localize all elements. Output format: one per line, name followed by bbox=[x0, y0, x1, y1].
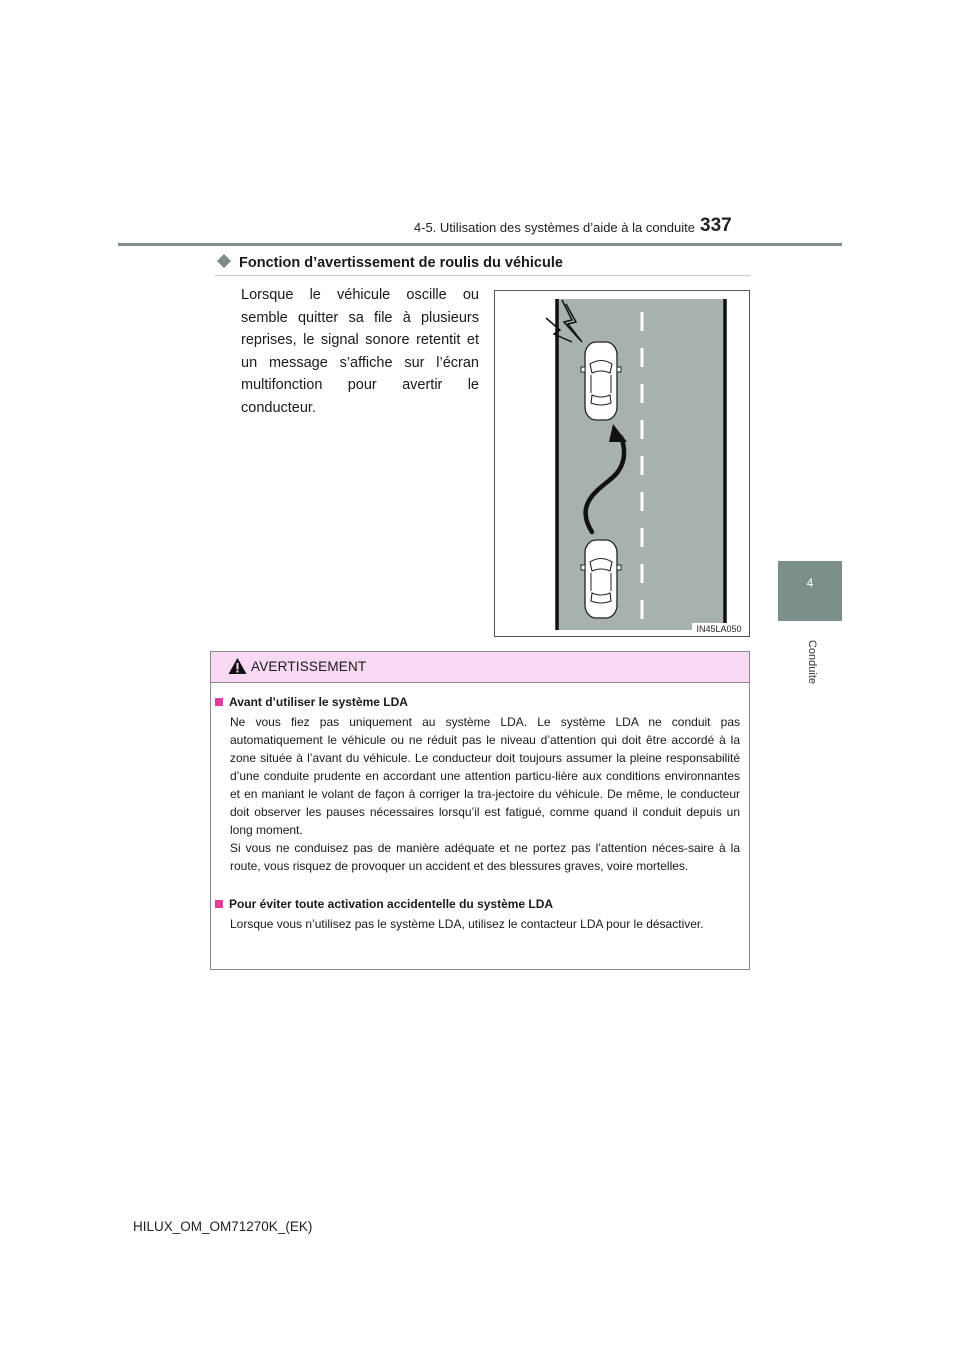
warning-item-heading-text: Avant d’utiliser le système LDA bbox=[229, 695, 408, 709]
chapter-tab bbox=[778, 561, 842, 621]
road-surface bbox=[556, 299, 724, 630]
page-number: 337 bbox=[700, 215, 732, 236]
body-paragraph: Lorsque le véhicule oscille ou semble quitter sa file à plusieurs reprises, le signal sonore retentit et un message s’affiche sur l’écran multifonction pour avertir le conducteur. bbox=[241, 287, 479, 416]
warning-item-heading bbox=[215, 897, 553, 911]
warning-title: AVERTISSEMENT bbox=[251, 659, 367, 674]
warning-item-heading-text: Pour éviter toute activation accidentelle du système LDA bbox=[229, 897, 554, 911]
warning-box bbox=[210, 651, 750, 970]
header-rule bbox=[118, 243, 842, 246]
warning-item-heading bbox=[215, 695, 408, 709]
diamond-bullet-icon bbox=[217, 254, 231, 268]
warning-header bbox=[211, 652, 749, 683]
section-heading-text: Fonction d’avertissement de roulis du véhicule bbox=[239, 255, 563, 271]
warning-triangle-icon bbox=[228, 657, 247, 675]
square-bullet-icon bbox=[215, 900, 223, 908]
section-heading bbox=[215, 255, 750, 276]
running-header-section: 4-5. Utilisation des systèmes d’aide à la conduite bbox=[413, 220, 695, 235]
warning-item-paragraph: Si vous ne conduisez pas de manière adéquate et ne portez pas l’attention néces-saire à la route, vous risquez de provoquer un accident et des blessures graves, voire mortelles. bbox=[230, 841, 740, 873]
car-icon bbox=[581, 342, 621, 420]
square-bullet-icon bbox=[215, 698, 223, 706]
chapter-tab-label: Conduite bbox=[806, 639, 818, 685]
chapter-tab-number: 4 bbox=[806, 576, 814, 590]
car-icon bbox=[581, 540, 621, 618]
warning-item-paragraph: Lorsque vous n’utilisez pas le système LDA, utilisez le contacteur LDA pour le désactiver. bbox=[230, 917, 704, 931]
document-id: HILUX_OM_OM71270K_(EK) bbox=[133, 1219, 313, 1234]
figure-code: IN45LA050 bbox=[696, 624, 742, 634]
lane-departure-illustration bbox=[494, 290, 750, 637]
warning-item-paragraph: Ne vous fiez pas uniquement au système LDA. Le système LDA ne conduit pas automatiquement le véhicule ou ne réduit pas le niveau d’attention qui doit être accordé à la zone située à l’avant du véhicule. Le conducteur doit toujours assumer la pleine responsabilité d’une conduite prudente en accordant une attention particu-lière aux conditions environnantes et en maniant le volant de façon à corriger la tra-jectoire du véhicule. De même, le conducteur doit observer les pauses nécessaires lorsqu’il est fatigué, comme quand il conduit depuis un long moment. bbox=[230, 715, 740, 837]
